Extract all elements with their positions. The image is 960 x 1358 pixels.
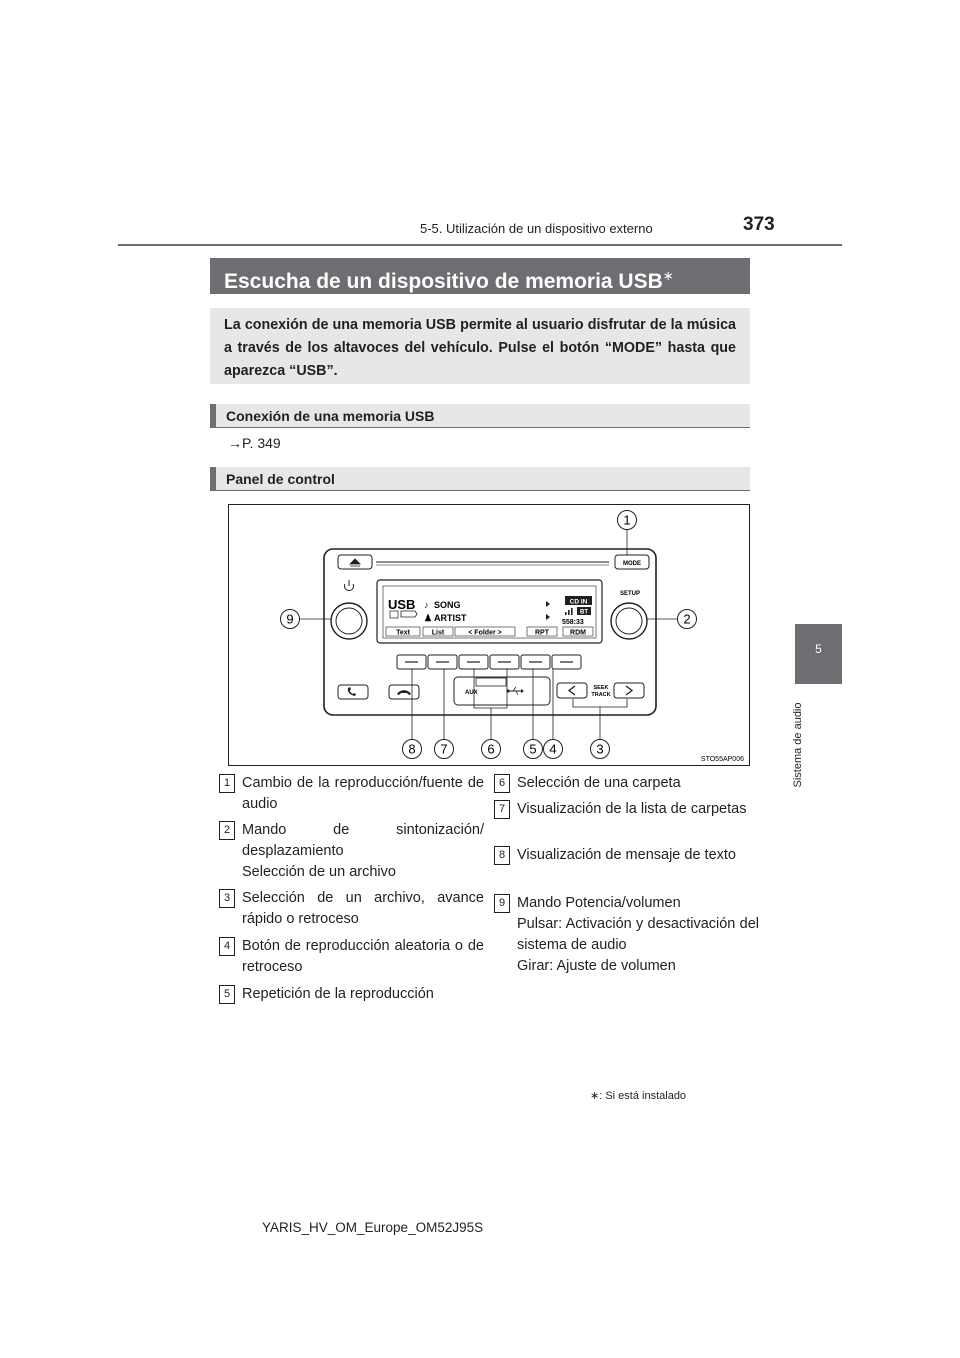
seek-back-button bbox=[557, 683, 587, 698]
audio-unit-illustration bbox=[229, 505, 749, 765]
display-source: USB bbox=[388, 597, 416, 612]
installed-mark: ∗ bbox=[662, 268, 674, 283]
legend-text bbox=[242, 984, 484, 1005]
legend-number: 5 bbox=[219, 985, 235, 1004]
softkey-label: < Folder > bbox=[468, 629, 502, 637]
control-panel-figure bbox=[228, 504, 750, 766]
legend-number: 3 bbox=[219, 889, 235, 908]
legend-text bbox=[242, 773, 484, 815]
document-footer: YARIS_HV_OM_Europe_OM52J95S bbox=[262, 1220, 484, 1235]
callout-number: 8 bbox=[408, 741, 416, 757]
softkey-label: RPT bbox=[535, 629, 549, 637]
legend-line: Selección de un archivo, avance rápido o retroceso bbox=[242, 890, 484, 927]
bt-label: BT bbox=[580, 609, 588, 616]
header-rule bbox=[118, 244, 842, 246]
callout-number: 9 bbox=[286, 611, 294, 627]
legend-line: Selección de un archivo bbox=[242, 864, 396, 880]
softkey-label: RDM bbox=[570, 629, 586, 637]
legend-line: Pulsar: Activación y desactivación del sistema de audio bbox=[517, 916, 759, 953]
callout-number: 4 bbox=[549, 741, 557, 757]
legend-line: Repetición de la reproducción bbox=[242, 986, 434, 1002]
page-reference: →P. 349 bbox=[228, 435, 281, 451]
legend-number: 2 bbox=[219, 821, 235, 840]
chapter-number: 5 bbox=[815, 642, 822, 656]
seek-forward-button bbox=[614, 683, 644, 698]
display-artist: ARTIST bbox=[434, 613, 467, 623]
control-panel-heading: Panel de control bbox=[210, 467, 750, 491]
section-header: 5-5. Utilización de un dispositivo externo bbox=[420, 221, 653, 236]
legend-text bbox=[517, 799, 759, 820]
connection-heading: Conexión de una memoria USB bbox=[210, 404, 750, 428]
legend-text bbox=[242, 936, 484, 978]
callout-number: 3 bbox=[596, 741, 604, 757]
legend-number: 9 bbox=[494, 894, 510, 913]
legend-text bbox=[517, 773, 759, 794]
legend-number: 7 bbox=[494, 800, 510, 819]
callout-number: 1 bbox=[623, 512, 631, 528]
legend-line: Botón de reproducción aleatoria o de retroceso bbox=[242, 938, 484, 975]
seek-label: SEEK bbox=[593, 685, 609, 691]
cd-in-label: CD IN bbox=[569, 598, 588, 606]
display-song: SONG bbox=[434, 600, 461, 610]
chapter-label-text: Sistema de audio bbox=[792, 702, 804, 788]
aux-label: AUX bbox=[465, 690, 478, 696]
footnote-mark: ∗ bbox=[590, 1090, 600, 1102]
page-title-text: Escucha de un dispositivo de memoria USB bbox=[224, 270, 663, 293]
callout-number: 5 bbox=[529, 741, 537, 757]
mode-label: MODE bbox=[623, 561, 641, 567]
track-label: TRACK bbox=[591, 692, 611, 698]
chapter-tab bbox=[795, 624, 842, 684]
legend-line: Cambio de la reproducción/fuente de audio bbox=[242, 775, 484, 812]
legend-line: Mando Potencia/volumen bbox=[517, 895, 681, 911]
page-number: 373 bbox=[743, 214, 775, 235]
legend-line: Visualización de mensaje de texto bbox=[517, 847, 736, 863]
softkey-label: List bbox=[431, 629, 445, 637]
callout-number: 7 bbox=[440, 741, 448, 757]
legend-text bbox=[242, 820, 484, 883]
legend-line: Visualización de la lista de carpetas bbox=[517, 801, 747, 817]
display-clock: 558:33 bbox=[562, 619, 584, 626]
page-title bbox=[210, 258, 750, 294]
legend-number: 6 bbox=[494, 774, 510, 793]
legend-text bbox=[242, 888, 484, 930]
legend-number: 8 bbox=[494, 846, 510, 865]
callout-number: 6 bbox=[487, 741, 495, 757]
figure-code: STO55AP006 bbox=[700, 756, 744, 763]
legend-number: 1 bbox=[219, 774, 235, 793]
intro-box: La conexión de una memoria USB permite al usuario disfrutar de la música a través de los altavoces del vehículo. Pulse el botón “MODE” hasta que aparezca “USB”. bbox=[210, 308, 750, 384]
setup-label: SETUP bbox=[619, 591, 641, 597]
callout-number: 2 bbox=[683, 611, 691, 627]
legend-text bbox=[517, 893, 759, 977]
chapter-label bbox=[790, 690, 804, 800]
phone-button bbox=[338, 685, 368, 699]
legend-line: Selección de una carpeta bbox=[517, 775, 681, 791]
footnote-text: : Si está instalado bbox=[599, 1090, 687, 1102]
legend-text bbox=[517, 845, 759, 866]
footnote bbox=[590, 1089, 686, 1102]
music-note-icon: ♪ bbox=[424, 600, 429, 610]
legend-number: 4 bbox=[219, 937, 235, 956]
softkey-label: Text bbox=[396, 629, 410, 637]
legend-line: Girar: Ajuste de volumen bbox=[517, 958, 676, 974]
usb-cover bbox=[476, 678, 506, 686]
artist-icon: ♟ bbox=[424, 613, 433, 623]
legend-line: Mando de sintonización/ desplazamiento bbox=[242, 822, 484, 859]
